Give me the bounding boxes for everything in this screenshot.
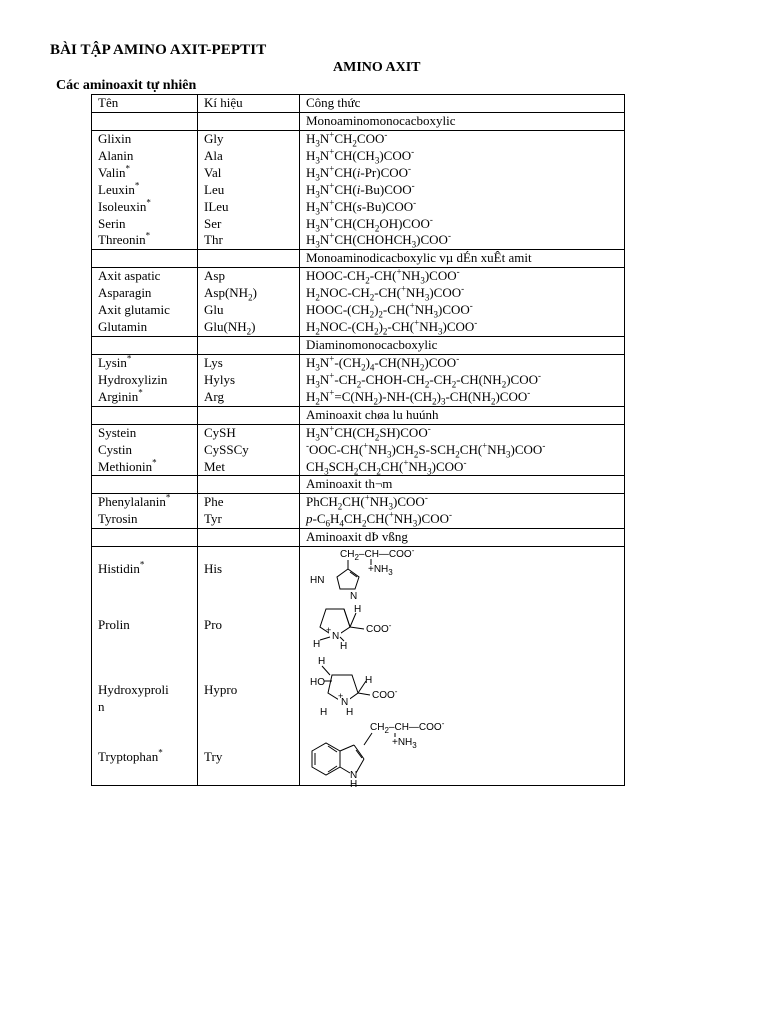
amino-acid-symbol: Pro <box>204 617 223 633</box>
group-blank-cell <box>92 529 198 547</box>
amino-acid-formula: $PhCH_2CH(^+NH_3)COO^-$ <box>306 493 428 512</box>
svg-text:H: H <box>318 656 326 668</box>
tryptophan-structure <box>312 719 445 790</box>
group-label: Monoaminomonocacboxylic <box>300 113 625 131</box>
svg-text:N: N <box>332 631 340 643</box>
proline-structure <box>313 604 392 652</box>
amino-acid-symbol: ILeu <box>204 198 229 214</box>
svg-text:+NH3: $+NH_3$ <box>368 564 393 578</box>
amino-acid-table <box>91 94 625 791</box>
svg-text:CH2–CH—COO-: $CH_2-CH—COO^-$ <box>340 546 415 563</box>
svg-text:H: H <box>350 779 358 791</box>
group-label: Aminoaxit chøa lu huúnh <box>300 406 625 424</box>
amino-acid-symbol: Val <box>204 164 222 180</box>
svg-text:HO: HO <box>310 677 325 689</box>
amino-acid-symbol: Arg <box>204 388 224 404</box>
table-row <box>92 354 625 406</box>
svg-text:N: N <box>350 770 358 782</box>
formulas-cell <box>300 424 625 476</box>
amino-acid-name: Serin <box>98 215 126 231</box>
amino-acid-name: Hydroxylizin <box>98 371 168 387</box>
svg-text:+: + <box>338 691 344 702</box>
amino-acid-symbol: Ala <box>204 147 223 163</box>
amino-acid-name: Prolin <box>98 617 130 633</box>
amino-acid-name: Tryptophan* <box>98 747 163 765</box>
symbols-cell <box>198 547 300 786</box>
amino-acid-formula: $p-C_6H_4CH_2CH(^+NH_3)COO^-$ <box>306 509 452 529</box>
amino-acid-symbol: Asp <box>204 268 225 284</box>
group-header-row <box>92 529 625 547</box>
svg-text:+: + <box>326 625 332 636</box>
amino-acid-name: Tyrosin <box>98 511 138 527</box>
svg-text:COO-: COO- <box>366 621 392 636</box>
table-row <box>92 547 625 786</box>
group-blank-cell <box>92 406 198 424</box>
amino-acid-symbol: Phe <box>204 494 224 510</box>
amino-acid-formula: $H_3N^+CH(s-Bu)COO^-$ <box>306 197 417 217</box>
amino-acid-name: Arginin* <box>98 387 143 404</box>
amino-acid-name: Axit aspatic <box>98 268 161 284</box>
formulas-cell <box>300 494 625 529</box>
group-label: Monoaminodicacboxylic vµ dÉn xuÊt amit <box>300 250 625 268</box>
group-blank-cell <box>198 529 300 547</box>
formulas-cell <box>300 354 625 406</box>
amino-acid-name: Phenylalanin* <box>98 493 171 510</box>
amino-acid-formula: $^-OOC-CH(^+NH_3)CH_2S-SCH_2CH(^+NH_3)COO^-$ <box>306 440 546 460</box>
amino-acid-name: Glixin <box>98 131 132 146</box>
amino-acid-symbol: Glu <box>204 302 224 318</box>
names-cell <box>92 354 198 406</box>
group-label: Aminoaxit dÞ vßng <box>300 529 625 547</box>
amino-acid-formula: $H_3N^+-(CH_2)_4-CH(NH_2)COO^-$ <box>306 353 460 373</box>
amino-acid-name: Asparagin <box>98 285 152 301</box>
group-header-row <box>92 113 625 131</box>
group-header-row <box>92 406 625 424</box>
amino-acid-symbol: Try <box>204 749 223 765</box>
amino-acid-name: Hydroxyproli n <box>98 682 169 715</box>
svg-text:N: N <box>350 591 358 603</box>
table-row <box>92 131 625 250</box>
amino-acid-symbol: $Glu(NH_2)$ <box>204 319 256 337</box>
amino-acid-name: Valin* <box>98 163 130 180</box>
amino-acid-formula: $H_2NOC-CH_2-CH(^+NH_3)COO^-$ <box>306 283 465 303</box>
svg-text:H: H <box>340 641 348 653</box>
group-blank-cell <box>198 406 300 424</box>
group-header-row <box>92 336 625 354</box>
svg-text:+NH3: $+NH_3$ <box>392 737 417 751</box>
document-subtitle: AMINO AXIT <box>333 60 421 75</box>
header-symbol: Kí hiệu <box>198 95 300 113</box>
amino-acid-symbol: Leu <box>204 181 225 197</box>
header-name: Tên <box>92 95 198 113</box>
amino-acid-name: Isoleuxin* <box>98 197 151 214</box>
hydroxyproline-structure <box>310 656 398 718</box>
symbols-cell <box>198 354 300 406</box>
amino-acid-formula: HOOC-$(CH_2)_2-CH(^+NH_3)COO^-$ <box>306 300 473 320</box>
amino-acid-name: Methionin* <box>98 457 157 474</box>
amino-acid-symbol: CySH <box>204 424 236 440</box>
amino-acid-symbol: His <box>204 561 223 577</box>
amino-acid-formula: $H_3N^+CH(CH_2SH)COO^-$ <box>306 423 431 443</box>
amino-acid-name: Cystin <box>98 441 132 457</box>
amino-acid-symbol: Gly <box>204 131 224 146</box>
svg-text:H: H <box>365 675 373 687</box>
amino-acid-symbol: Hylys <box>204 371 236 387</box>
group-blank-cell <box>92 113 198 131</box>
table-row <box>92 424 625 476</box>
group-blank-cell <box>198 336 300 354</box>
amino-acid-formula: $H_3N^+-CH_2-CHOH-CH_2-CH_2-CH(NH_2)COO^-$ <box>306 370 541 390</box>
histidine-structure <box>310 546 415 602</box>
table-header-row <box>92 95 625 113</box>
svg-text:N: N <box>341 697 349 709</box>
amino-acid-name: Histidin* <box>98 559 145 577</box>
table-row <box>92 268 625 337</box>
amino-acid-name: Alanin <box>98 147 134 163</box>
formulas-cell <box>300 546 625 791</box>
symbols-cell <box>198 424 300 476</box>
names-cell <box>92 424 198 476</box>
header-formula: Công thức <box>300 95 625 113</box>
amino-acid-symbol: Thr <box>204 232 223 248</box>
amino-acid-symbol: Lys <box>204 354 223 370</box>
group-blank-cell <box>92 250 198 268</box>
amino-acid-formula: $CH_3SCH_2CH_2CH(^+NH_3)COO^-$ <box>306 457 467 477</box>
amino-acid-name: Systein <box>98 424 137 440</box>
amino-acid-formula: $H_3N^+CH(i-Bu)COO^-$ <box>306 180 415 200</box>
amino-acid-formula: HOOC-$CH_2-CH(^+NH_3)COO^-$ <box>306 267 460 286</box>
group-label: Diaminomonocacboxylic <box>300 336 625 354</box>
symbols-cell <box>198 494 300 529</box>
group-blank-cell <box>198 476 300 494</box>
amino-acid-formula: $H_3N^+CH(CH_3)COO^-$ <box>306 146 415 166</box>
group-label: Aminoaxit th¬m <box>300 476 625 494</box>
amino-acid-formula: $H_3N^+CH(CH_2OH)COO^-$ <box>306 214 433 234</box>
heterocycle-structures <box>304 546 604 791</box>
group-header-row <box>92 250 625 268</box>
amino-acid-symbol: $Asp(NH_2)$ <box>204 285 257 303</box>
amino-acid-symbol: CySSCy <box>204 441 249 457</box>
group-blank-cell <box>92 336 198 354</box>
section-heading: Các aminoaxit tự nhiên <box>56 78 197 93</box>
symbols-cell <box>198 131 300 250</box>
amino-acid-symbol: Met <box>204 458 225 474</box>
amino-acid-name: Threonin* <box>98 231 151 248</box>
svg-text:H: H <box>346 707 354 719</box>
amino-acid-symbol: Hypro <box>204 682 238 698</box>
amino-acid-name: Leuxin* <box>98 180 140 197</box>
formulas-cell <box>300 131 625 250</box>
svg-text:CH2–CH—COO-: $CH_2-CH—COO^-$ <box>370 719 445 736</box>
amino-acid-formula: $H_2NOC-(CH_2)_2-CH(^+NH_3)COO^-$ <box>306 317 478 337</box>
group-blank-cell <box>92 476 198 494</box>
names-cell <box>92 547 198 786</box>
amino-acid-name: Lysin* <box>98 353 132 370</box>
amino-acid-formula: $H_2N^+=C(NH_2)-NH-(CH_2)_3-CH(NH_2)COO^-$ <box>306 387 531 407</box>
names-cell <box>92 131 198 250</box>
amino-acid-formula: $H_3N^+CH(CHOHCH_3)COO^-$ <box>306 231 451 251</box>
amino-acid-name: Axit glutamic <box>98 302 170 318</box>
names-cell <box>92 268 198 337</box>
amino-acid-symbol: Tyr <box>204 511 222 527</box>
names-cell <box>92 494 198 529</box>
amino-acid-formula: $H_3N^+CH_2COO^-$ <box>306 129 388 149</box>
document-title: BÀI TẬP AMINO AXIT-PEPTIT <box>50 42 267 58</box>
amino-acid-name: Glutamin <box>98 319 148 335</box>
group-blank-cell <box>198 113 300 131</box>
svg-text:HN: HN <box>310 575 325 587</box>
formulas-cell <box>300 268 625 337</box>
svg-text:COO-: COO- <box>372 687 398 702</box>
svg-text:H: H <box>320 707 328 719</box>
svg-text:H: H <box>313 639 321 651</box>
amino-acid-formula: $H_3N^+CH(i-Pr)COO^-$ <box>306 163 412 183</box>
symbols-cell <box>198 268 300 337</box>
table-row <box>92 494 625 529</box>
group-blank-cell <box>198 250 300 268</box>
amino-acid-symbol: Ser <box>204 215 222 231</box>
group-header-row <box>92 476 625 494</box>
svg-text:H: H <box>354 604 362 616</box>
